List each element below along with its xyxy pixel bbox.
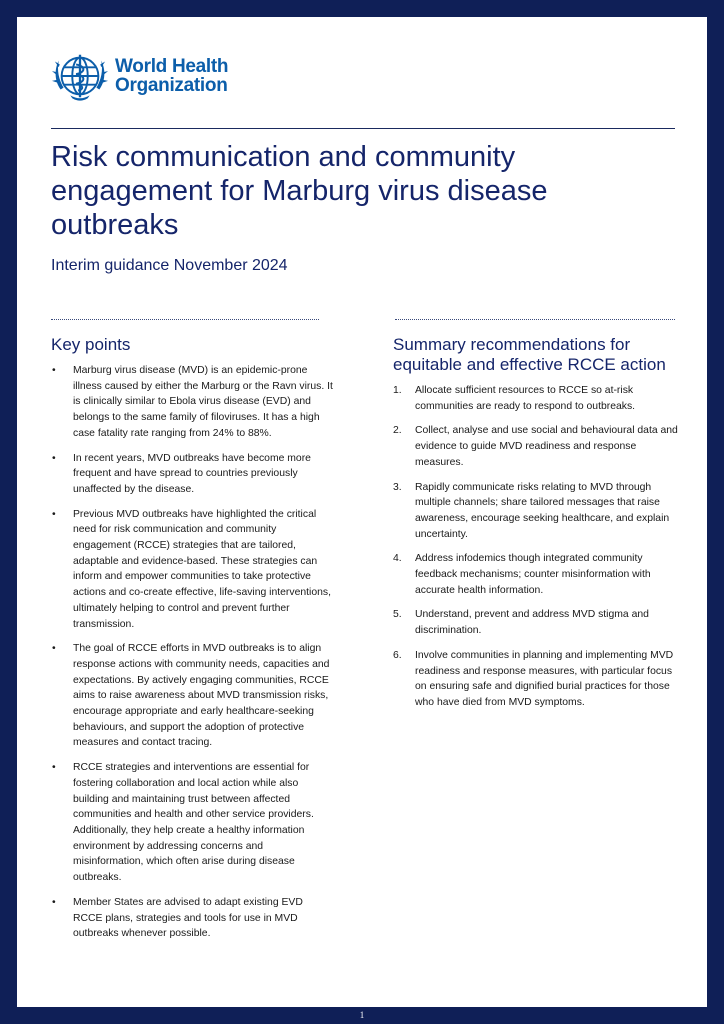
list-item xyxy=(393,383,678,414)
key-points-list xyxy=(51,363,335,942)
list-item xyxy=(51,760,335,886)
bullet-icon: • xyxy=(52,762,56,774)
document-page xyxy=(17,17,707,1007)
logo-wordmark xyxy=(115,57,228,95)
who-logo xyxy=(51,47,228,105)
list-item-text: Rapidly communicate risks relating to MVD through multiple channels; share tailored messages that raise awareness, encourage seeking healthcare, and explain uncertainty. xyxy=(415,481,670,540)
right-column-divider xyxy=(395,319,675,320)
list-number: 4. xyxy=(393,553,402,565)
left-column-divider xyxy=(51,319,319,320)
list-item xyxy=(51,363,335,442)
list-number: 3. xyxy=(393,481,402,493)
list-item-text: The goal of RCCE efforts in MVD outbreaks is to align response actions with community needs, capacities and expectations. By actively engaging communities, RCCE aims to raise awareness about MVD transmission risks, encourage appropriate and early healthcare-seeking behaviours, and support the adoption of protective measures and contact tracing. xyxy=(73,643,330,749)
list-item xyxy=(393,423,678,470)
page-number: 1 xyxy=(359,1010,365,1020)
header-divider xyxy=(51,128,675,129)
list-item-text: Understand, prevent and address MVD stigma and discrimination. xyxy=(415,609,649,637)
bullet-icon: • xyxy=(52,643,56,655)
list-item xyxy=(393,480,678,543)
list-item xyxy=(51,507,335,633)
list-item-text: Marburg virus disease (MVD) is an epidemic-prone illness caused by either the Marburg or the Ravn virus. It is clinically similar to Ebola virus disease (EVD) and belongs to the same family of filoviruses. It has a high case fatality rate ranging from 24% to 88%. xyxy=(73,365,333,439)
key-points-heading: Key points xyxy=(51,335,131,354)
logo-line-2: Organization xyxy=(115,75,228,96)
document-subtitle: Interim guidance November 2024 xyxy=(51,257,288,274)
summary-heading: Summary recommendations for equitable and effective RCCE action xyxy=(393,335,666,374)
bullet-icon: • xyxy=(52,365,56,376)
list-number: 6. xyxy=(393,649,402,661)
bullet-icon: • xyxy=(52,452,56,464)
who-emblem-icon xyxy=(51,47,109,105)
list-item-text: Allocate sufficient resources to RCCE so at-risk communities are ready to respond to outbreaks. xyxy=(415,385,636,412)
list-item-text: Address infodemics though integrated community feedback mechanisms; counter misinformation with accurate health information. xyxy=(415,553,651,596)
list-item xyxy=(51,895,335,942)
list-item-text: Collect, analyse and use social and behavioural data and evidence to guide MVD readiness and response measures. xyxy=(415,425,678,468)
document-title: Risk communication and community engagement for Marburg virus disease outbreaks xyxy=(51,141,548,241)
bullet-icon: • xyxy=(52,508,56,520)
list-item xyxy=(51,451,335,498)
list-number: 1. xyxy=(393,385,402,396)
list-number: 5. xyxy=(393,609,402,621)
list-item-text: RCCE strategies and interventions are essential for fostering collaboration and local action while also building and maintaining trust between affected communities and health and other service providers. Additionally, they help create a healthy information environment by addressing concerns and misinformation, which often arise during disease outbreaks. xyxy=(73,762,314,884)
list-item-text: Member States are advised to adapt existing EVD RCCE plans, strategies and tools for use in MVD outbreaks whenever possible. xyxy=(73,896,303,940)
list-item xyxy=(51,641,335,751)
list-item-text: In recent years, MVD outbreaks have become more frequent and have spread to countries previously unaffected by the disease. xyxy=(73,452,311,495)
list-item-text: Previous MVD outbreaks have highlighted the critical need for risk communication and community engagement (RCCE) strategies that are tailored, adaptable and evidence-based. These strategies can inform and empower communities to take protective actions and co-create effective, life-saving interventions, ultimately helping to control and prevent further transmission. xyxy=(73,508,331,630)
list-item xyxy=(393,648,678,711)
list-item-text: Involve communities in planning and implementing MVD readiness and response measures, with particular focus on ensuring safe and dignified burial practices for those who have died from MVD symptoms. xyxy=(415,649,674,708)
key-points-section xyxy=(51,335,335,951)
summary-list xyxy=(393,383,678,711)
list-item xyxy=(393,607,678,638)
list-number: 2. xyxy=(393,425,402,437)
logo-line-1: World Health xyxy=(115,56,229,77)
list-item xyxy=(393,551,678,598)
bullet-icon: • xyxy=(52,896,56,908)
summary-recommendations-section xyxy=(393,335,678,720)
